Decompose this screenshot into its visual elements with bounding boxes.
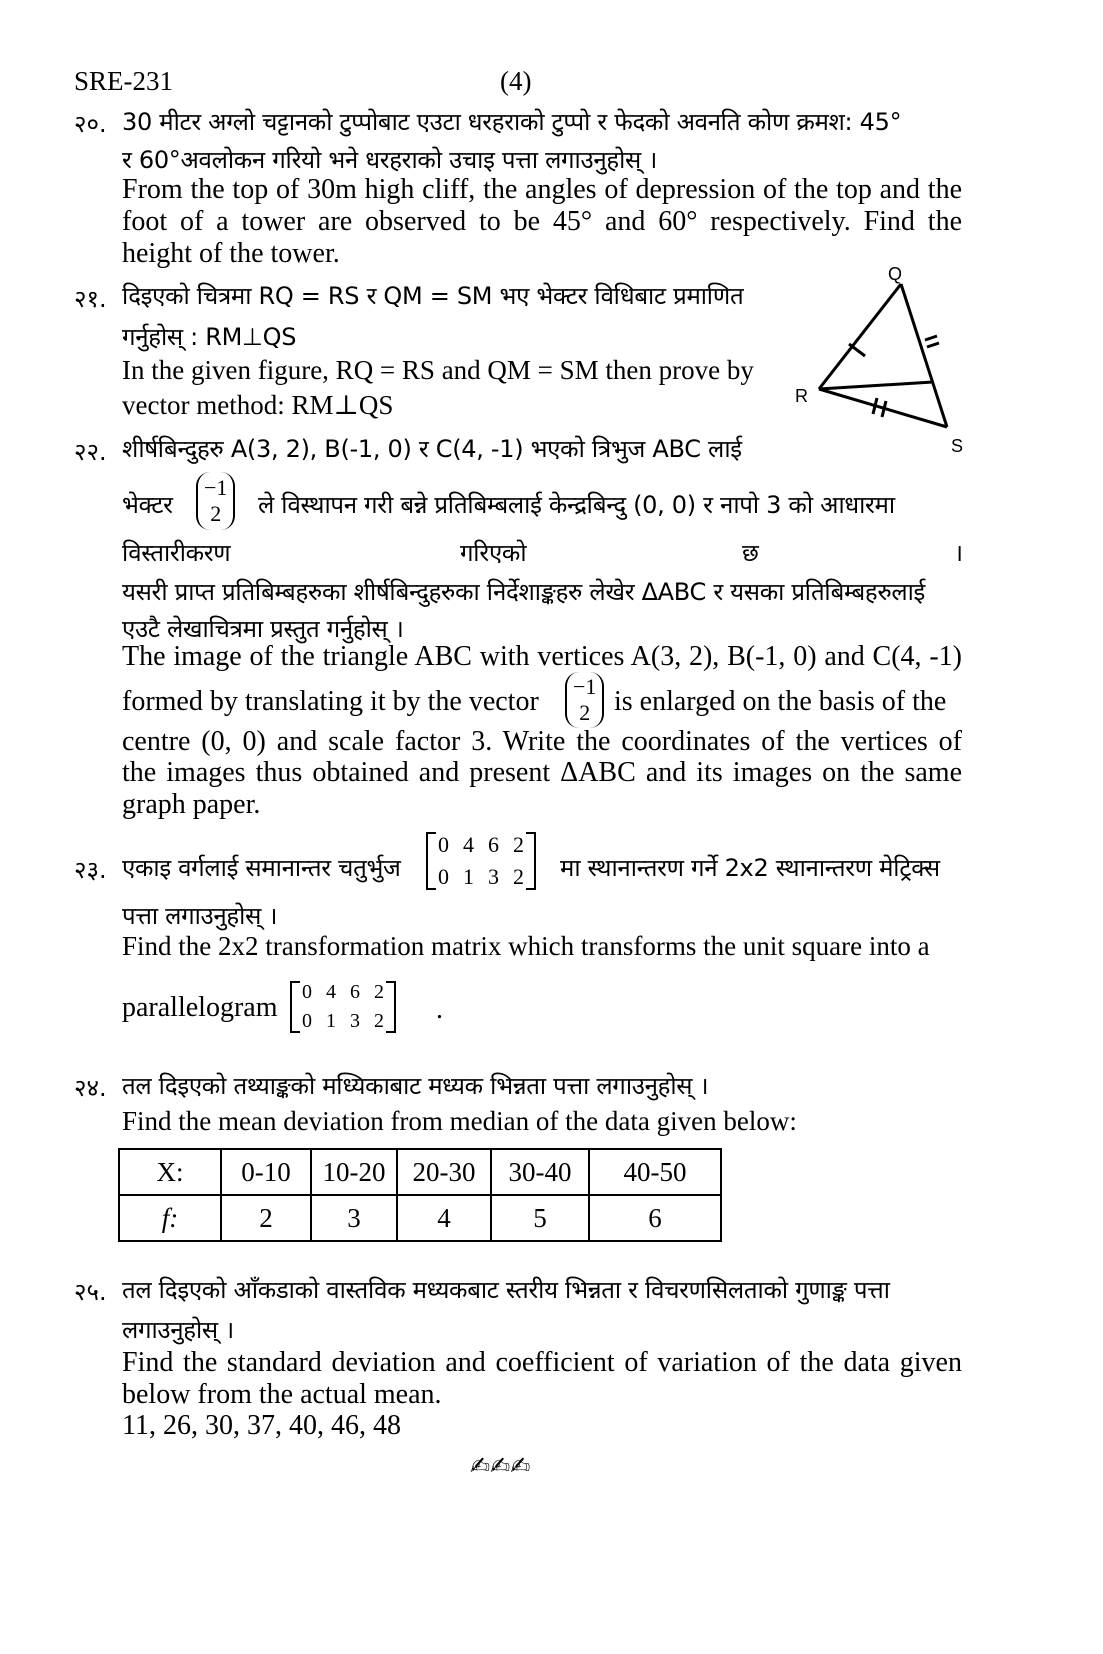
q22-english-line2-a: formed by translating it by the vector	[122, 686, 539, 717]
tick-rs-2	[882, 401, 886, 417]
median-rm	[819, 382, 933, 389]
q21-nepali-line1: दिइएको चित्रमा RQ = RS र QM = SM भए भेक्टर विधिबाट प्रमाणित	[122, 282, 744, 310]
question-number-22: २२.	[74, 438, 107, 466]
table-cell: 30-40	[491, 1149, 589, 1195]
matrix-cell: 3	[488, 864, 499, 889]
q22-english-line3: centre (0, 0) and scale factor 3. Write the coordinates of the vertices of	[122, 726, 962, 757]
table-cell: 3	[311, 1195, 397, 1241]
q25-english-line2: below from the actual mean.	[122, 1379, 442, 1410]
triangle-figure	[785, 262, 975, 462]
q20-english-line1: From the top of 30m high cliff, the angles of depression of the top and the	[122, 174, 962, 205]
footer-ornament: ✍✍✍	[470, 1452, 531, 1480]
q21-nepali-line2: गर्नुहोस् : RM⊥QS	[122, 323, 297, 351]
matrix-cell: 3	[350, 1010, 360, 1032]
side-qs	[901, 284, 947, 427]
vector-top: −1	[204, 475, 228, 500]
q24-english-line1: Find the mean deviation from median of the data given below:	[122, 1106, 797, 1136]
table-cell: 4	[397, 1195, 491, 1241]
matrix-cell: 2	[513, 832, 524, 857]
q22-english-line4: the images thus obtained and present ΔABC and its images on the same	[122, 757, 962, 788]
table-cell: 0-10	[221, 1149, 311, 1195]
q20-nepali-line2: र 60°अवलोकन गरियो भने धरहराको उचाइ पत्ता लगाउनुहोस् ।	[122, 146, 658, 174]
question-number-24: २४.	[74, 1074, 107, 1102]
tick-qm-1	[925, 336, 937, 340]
table-cell: f:	[119, 1195, 221, 1241]
q21-english-line2: vector method: RM⊥QS	[122, 390, 394, 420]
q22-nepali-line3-b: गरिएको	[460, 539, 527, 567]
parallelogram-matrix-nepali	[426, 832, 536, 890]
table-row	[119, 1149, 721, 1195]
figure-label-q: Q	[888, 264, 903, 284]
question-number-20: २०.	[74, 110, 107, 138]
matrix-cell: 0	[438, 832, 449, 857]
matrix-cell: 6	[488, 832, 499, 857]
figure-label-r: R	[795, 386, 808, 406]
q25-nepali-line2: लगाउनुहोस् ।	[122, 1316, 234, 1344]
table-cell: 2	[221, 1195, 311, 1241]
matrix-cell: 2	[374, 1010, 384, 1032]
vector-top-en: −1	[573, 674, 597, 699]
q20-english-line2: foot of a tower are observed to be 45° and 60° respectively. Find the	[122, 206, 962, 237]
tick-rq	[849, 344, 865, 356]
q22-nepali-line3-a: विस्तारीकरण	[122, 539, 231, 567]
q20-english-line3: height of the tower.	[122, 238, 340, 269]
matrix-cell: 1	[463, 864, 474, 889]
table-cell: 6	[589, 1195, 721, 1241]
q23-nepali-b: मा स्थानान्तरण गर्ने 2x2 स्थानान्तरण मेट्रिक्स	[560, 854, 940, 882]
matrix-cell: 1	[326, 1010, 336, 1032]
q21-english-line1: In the given figure, RQ = RS and QM = SM then prove by	[122, 355, 754, 385]
q22-nepali-line1: शीर्षबिन्दुहरु A(3, 2), B(-1, 0) र C(4, -1) भएको त्रिभुज ABC लाई	[122, 435, 742, 463]
q22-nepali-line5: एउटै लेखाचित्रमा प्रस्तुत गर्नुहोस् ।	[122, 615, 404, 643]
table-cell: 40-50	[589, 1149, 721, 1195]
matrix-cell: 6	[350, 981, 360, 1003]
q22-nepali-line4: यसरी प्राप्त प्रतिबिम्बहरुका शीर्षबिन्दुहरुका निर्देशाङ्कहरु लेखेर ΔABC र यसका प्रतिबिम्बहरुलाई	[122, 578, 926, 606]
q22-nepali-line2-b: ले विस्थापन गरी बन्ने प्रतिबिम्बलाई केन्द्रबिन्दु (0, 0) र नापो 3 को आधारमा	[258, 491, 895, 519]
q23-nepali-a: एकाइ वर्गलाई समानान्तर चतुर्भुज	[122, 854, 401, 882]
side-rq	[819, 284, 901, 389]
question-number-25: २५.	[74, 1278, 107, 1306]
q23-nepali-line2: पत्ता लगाउनुहोस् ।	[122, 902, 278, 930]
tick-qm-2	[927, 343, 939, 347]
page-number: (4)	[500, 66, 532, 96]
matrix-cell: 0	[438, 864, 449, 889]
q25-nepali-line1: तल दिइएको आँकडाको वास्तविक मध्यकबाट स्तरीय भिन्नता र विचरणसिलताको गुणाङ्क पत्ता	[122, 1276, 890, 1304]
table-row	[119, 1195, 721, 1241]
q22-nepali-line2-a: भेक्टर	[122, 491, 173, 519]
translation-vector-nepali	[196, 472, 235, 530]
table-cell: 5	[491, 1195, 589, 1241]
parallelogram-matrix-english	[290, 981, 396, 1033]
q22-english-line1: The image of the triangle ABC with vertices A(3, 2), B(-1, 0) and C(4, -1)	[122, 641, 962, 672]
table-cell: X:	[119, 1149, 221, 1195]
tick-rs-1	[873, 398, 877, 414]
matrix-cell: 0	[302, 981, 312, 1003]
matrix-cell: 2	[374, 981, 384, 1003]
matrix-cell: 4	[326, 981, 336, 1003]
q22-english-line2-b: is enlarged on the basis of the	[614, 686, 947, 717]
matrix-cell: 2	[513, 864, 524, 889]
q20-nepali-line1: 30 मीटर अग्लो चट्टानको टुप्पोबाट एउटा धरहराको टुप्पो र फेदको अवनति कोण क्रमश: 45°	[122, 108, 902, 136]
question-number-21: २१.	[74, 285, 107, 313]
q22-nepali-line3-c: छ	[742, 539, 759, 567]
matrix-cell: 4	[463, 832, 474, 857]
paper-code: SRE-231	[74, 66, 174, 96]
q22-nepali-line3-d: ।	[954, 539, 963, 567]
q23-english-period: .	[436, 994, 443, 1025]
q25-data-values: 11, 26, 30, 37, 40, 46, 48	[122, 1410, 401, 1441]
q23-english-line2: parallelogram	[122, 992, 278, 1023]
vector-bottom-en: 2	[579, 700, 591, 725]
matrix-cell: 0	[302, 1010, 312, 1032]
frequency-table	[118, 1148, 722, 1242]
question-number-23: २३.	[74, 856, 107, 884]
vector-bottom: 2	[210, 501, 222, 526]
figure-label-s: S	[951, 436, 964, 456]
table-cell: 20-30	[397, 1149, 491, 1195]
translation-vector-english	[565, 672, 604, 728]
q22-english-line5: graph paper.	[122, 789, 261, 820]
q25-english-line1: Find the standard deviation and coefficient of variation of the data given	[122, 1347, 962, 1378]
q23-english-line1: Find the 2x2 transformation matrix which transforms the unit square into a	[122, 931, 930, 961]
table-cell: 10-20	[311, 1149, 397, 1195]
q24-nepali-line1: तल दिइएको तथ्याङ्कको मध्यिकाबाट मध्यक भिन्नता पत्ता लगाउनुहोस् ।	[122, 1072, 709, 1100]
